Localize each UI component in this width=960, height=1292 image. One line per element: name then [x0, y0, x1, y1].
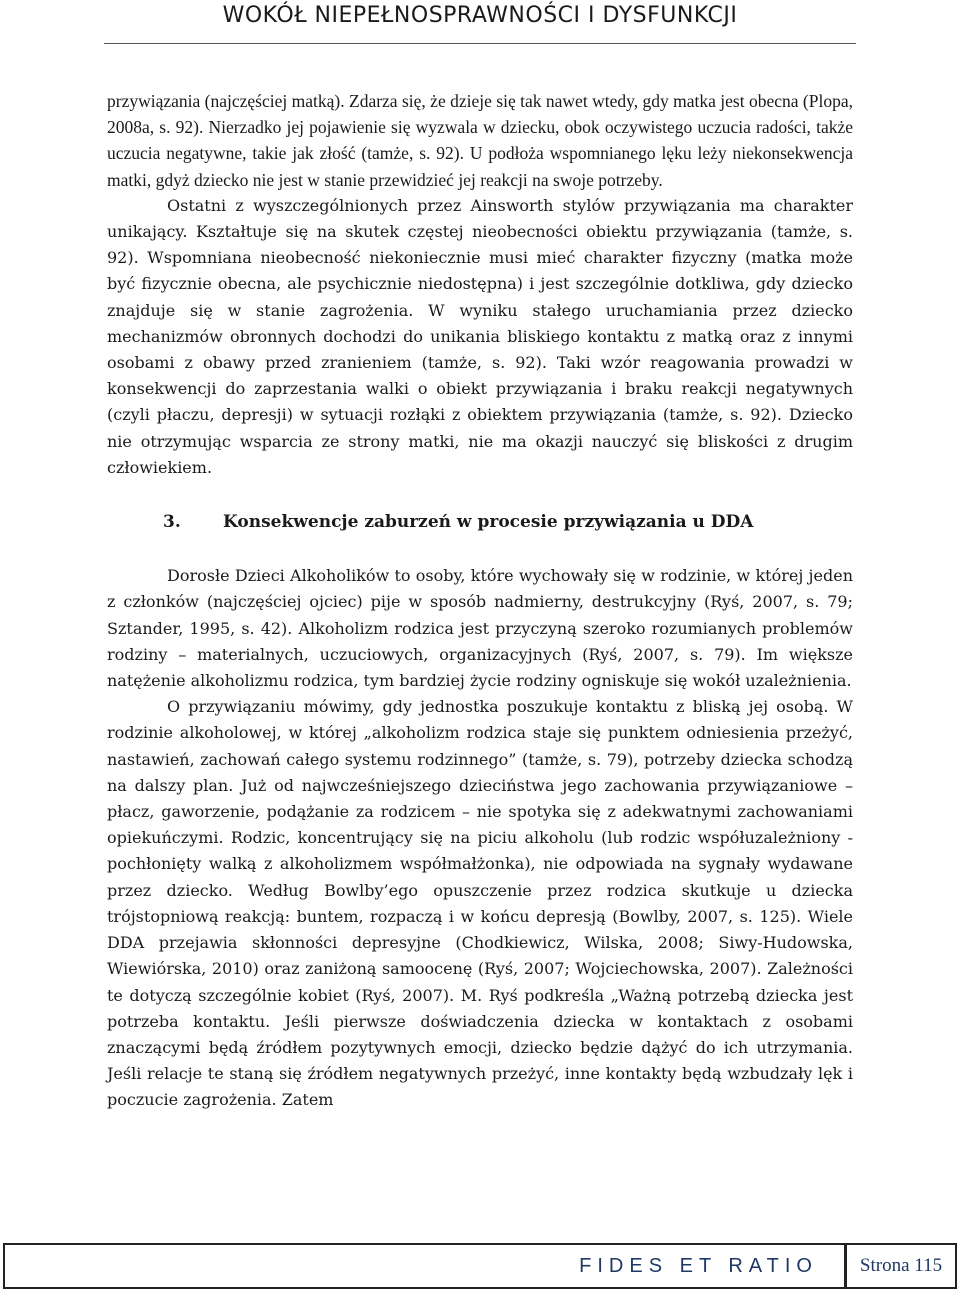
page-footer [3, 1243, 957, 1289]
paragraph-3: Dorosłe Dzieci Alkoholików to osoby, które wychowały się w rodzinie, w której jeden z członków (najczęściej ojciec) pije w sposób nadmierny, destrukcyjny (Ryś, 2007, s. 79; Sztander, 1995, s. 42). Alkoholizm rodzica jest przyczyną szeroko rozumianych problemów rodziny – materialnych, uczuciowych, organizacyjnych (Ryś, 2007, s. 79). Im większe natężenie alkoholizmu rodzica, tym bardziej życie rodziny ogniskuje się wokół uzależnienia. [107, 566, 853, 691]
section-title: Konsekwencje zaburzeń w procesie przywiązania u DDA [223, 512, 754, 533]
section-number: 3. [163, 512, 181, 533]
journal-name: FIDES ET RATIO [579, 1254, 818, 1277]
section-heading [107, 509, 853, 535]
paragraph-1: przywiązania (najczęściej matką). Zdarza się, że dzieje się tak nawet wtedy, gdy matka jest obecna (Plopa, 2008a, s. 92). Nierzadko jej pojawienie się wyzwala w dziecku, obok oczywistego uczucia radości, także uczucia negatywne, takie jak złość (tamże, s. 92). U podłoża wspomnianego lęku leży niekonsekwencja matki, gdyż dziecko nie jest w stanie przewidzieć jej reakcji na swoje potrzeby. [107, 91, 853, 190]
page-body [107, 88, 853, 1114]
page-header [0, 0, 960, 46]
page-number: Strona 115 [844, 1245, 955, 1287]
header-divider [104, 43, 856, 44]
paragraph-4: O przywiązaniu mówimy, gdy jednostka poszukuje kontaktu z bliską jej osobą. W rodzinie alkoholowej, w której „alkoholizm rodzica staje się punktem odniesienia przeżyć, nastawień, zachowań całego systemu rodzinnego” (tamże, s. 79), potrzeby dziecka schodzą na dalszy plan. Już od najwcześniejszego dzieciństwa jego zachowania przywiązaniowe – płacz, gaworzenie, podążanie za rodzicem – nie spotyka się z adekwatnymi zachowaniami opiekuńczymi. Rodzic, koncentrujący się na piciu alkoholu (lub rodzic współuzależniony - pochłonięty walką z alkoholizmem współmałżonka), nie odpowiada na sygnały wydawane przez dziecko. Według Bowlby’ego opuszczenie przez rodzica skutkuje u dziecka trójstopniową reakcją: buntem, rozpaczą i w końcu depresją (Bowlby, 2007, s. 125). Wiele DDA przejawia skłonności depresyjne (Chodkiewicz, Wilska, 2008; Siwy-Hudowska, Wiewiórska, 2010) oraz zaniżoną samoocenę (Ryś, 2007; Wojciechowska, 2007). Zależności te dotyczą szczególnie kobiet (Ryś, 2007). M. Ryś podkreśla „Ważną potrzebą dziecka jest potrzeba kontaktu. Jeśli pierwsze doświadczenia dziecka w kontaktach z osobami znaczącymi będą źródłem pozytywnych emocji, dziecko będzie dążyć do ich utrzymania. Jeśli relacje te staną się źródłem negatywnych przeżyć, inne kontakty będą wzbudzały lęk i poczucie zagrożenia. Zatem [107, 697, 853, 1110]
paragraph-2: Ostatni z wyszczególnionych przez Ainsworth stylów przywiązania ma charakter unikający. Kształtuje się na skutek częstej nieobecności obiektu przywiązania (tamże, s. 92). Wspomniana nieobecność niekoniecznie musi mieć charakter fizyczny (matka może być fizycznie obecna, ale psychicznie niedostępna) i jest szczególnie dotkliwa, gdy dziecko znajduje się w stanie zagrożenia. W wyniku stałego uruchamiania przez dziecko mechanizmów obronnych dochodzi do unikania bliskiego kontaktu z matką oraz z innymi osobami z obawy przed zranieniem (tamże, s. 92). Taki wzór reagowania prowadzi w konsekwencji do zaprzestania walki o obiekt przywiązania i braku reakcji negatywnych (czyli płaczu, depresji) w sytuacji rozłąki z obiektem przywiązania (tamże, s. 92). Dziecko nie otrzymując wsparcia ze strony matki, nie ma okazji nauczyć się bliskości z drugim człowiekiem. [107, 195, 853, 477]
running-header-title: WOKÓŁ NIEPEŁNOSPRAWNOŚCI I DYSFUNKCJI [222, 3, 738, 28]
